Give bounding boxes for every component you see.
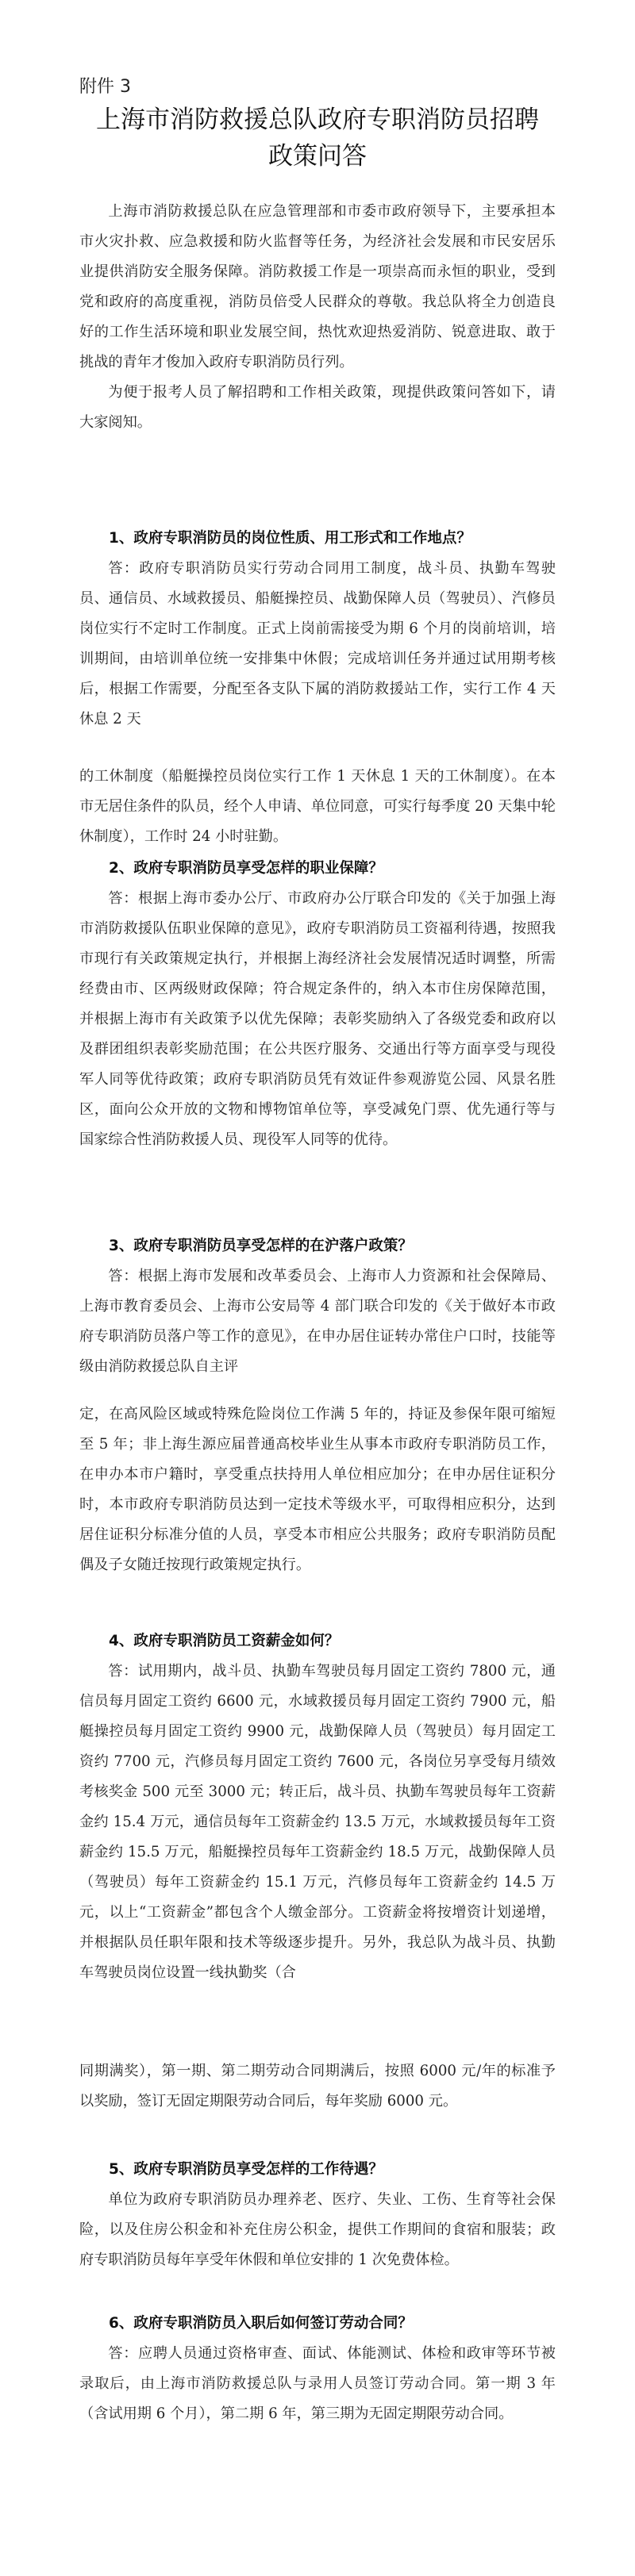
faq-answer-1-part2: 的工休制度（船艇操控员岗位实行工作 1 天休息 1 天的工休制度）。在本市无居住条件的队员，经个人申请、单位同意，可实行每季度 20 天集中轮休制度），工作时 24 小时驻勤。 [79, 768, 556, 845]
faq-item-4-continued [79, 2056, 556, 2117]
faq-answer-1-part1: 答：政府专职消防员实行劳动合同用工制度，战斗员、执勤车驾驶员、通信员、水域救援员、船艇操控员、战勤保障人员（驾驶员）、汽修员岗位实行不定时工作制度。正式上岗前需接受为期 6 个月的岗前培训，培训期间，由培训单位统一安排集中休假；完成培训任务并通过试用期考核后，根据工作需要，分配至各支队下属的消防救援站工作，实行工作 4 天休息 2 天 [79, 560, 556, 727]
faq-answer-2: 答：根据上海市委办公厅、市政府办公厅联合印发的《关于加强上海市消防救援队伍职业保障的意见》，政府专职消防员工资福利待遇，按照我市现行有关政策规定执行，并根据上海经济社会发展情况适时调整，所需经费由市、区两级财政保障；符合规定条件的，纳入本市住房保障范围，并根据上海市有关政策予以优先保障；表彰奖励纳入了各级党委和政府以及群团组织表彰奖励范围；在公共医疗服务、交通出行等方面享受与现役军人同等优待政策；政府专职消防员凭有效证件参观游览公园、风景名胜区，面向公众开放的文物和博物馆单位等，享受减免门票、优先通行等与国家综合性消防救援人员、现役军人同等的优待。 [79, 890, 556, 1148]
doc-title-line1: 上海市消防救援总队政府专职消防员招聘 [96, 106, 539, 134]
faq-answer-4-part2: 同期满奖），第一期、第二期劳动合同期满后，按照 6000 元/年的标准予以奖励，签订无固定期限劳动合同后，每年奖励 6000 元。 [79, 2063, 556, 2110]
faq-question-2: 2、政府专职消防员享受怎样的职业保障？ [109, 860, 383, 877]
doc-title-line2: 政策问答 [268, 142, 367, 171]
faq-question-1: 1、政府专职消防员的岗位性质、用工形式和工作地点？ [109, 530, 471, 547]
faq-item-6 [79, 2309, 556, 2429]
faq-answer-3-part2: 定，在高风险区域或特殊危险岗位工作满 5 年的，持证及参保年限可缩短至 5 年；非上海生源应届普通高校毕业生从事本市政府专职消防员工作，在申办本市户籍时，享受重点扶持用人单位相应加分；在申办居住证积分时，本市政府专职消防员达到一定技术等级水平，可取得相应积分，达到居住证积分标准分值的人员，享受本市相应公共服务；政府专职消防员配偶及子女随迁按现行政策规定执行。 [79, 1406, 556, 1573]
faq-question-5: 5、政府专职消防员享受怎样的工作待遇？ [109, 2161, 383, 2178]
annex-label: 附件 3 [79, 77, 131, 97]
faq-question-6: 6、政府专职消防员入职后如何签订劳动合同？ [109, 2315, 413, 2332]
faq-answer-5: 单位为政府专职消防员办理养老、医疗、失业、工伤、生育等社会保险，以及住房公积金和补充住房公积金，提供工作期间的食宿和服装；政府专职消防员每年享受年休假和单位安排的 1 次免费体检。 [79, 2191, 556, 2268]
faq-item-2 [79, 854, 556, 1155]
intro-note-paragraph: 为便于报考人员了解招聘和工作相关政策，现提供政策问答如下，请大家阅知。 [79, 384, 556, 431]
faq-item-4 [79, 1626, 556, 1988]
faq-answer-4-part1: 答：试用期内，战斗员、执勤车驾驶员每月固定工资约 7800 元，通信员每月固定工资约 6600 元，水域救援员每月固定工资约 7900 元，船艇操控员每月固定工资约 9900 元，战勤保障人员（驾驶员）每月固定工资约 7700 元，汽修员每月固定工资约 7600 元，各岗位另享受每月绩效考核奖金 500 元至 3000 元；转正后，战斗员、执勤车驾驶员每年工资薪金约 15.4 万元，通信员每年工资薪金约 13.5 万元，水域救援员每年工资薪金约 15.5 万元，船艇操控员每年工资薪金约 18.5 万元，战勤保障人员（驾驶员）每年工资薪金约 15.1 万元，汽修员每年工资薪金约 14.5 万元，以上“工资薪金”都包含个人缴金部分。工资薪金将按增资计划递增，并根据队员任职年限和技术等级逐步提升。另外，我总队为战斗员、执勤车驾驶员岗位设置一线执勤奖（合 [79, 1663, 556, 1981]
faq-answer-3-part1: 答：根据上海市发展和改革委员会、上海市人力资源和社会保障局、上海市教育委员会、上海市公安局等 4 部门联合印发的《关于做好本市政府专职消防员落户等工作的意见》，在申办居住证转办常住户口时，技能等级由消防救援总队自主评 [79, 1268, 556, 1375]
faq-question-3: 3、政府专职消防员享受怎样的在沪落户政策？ [109, 1238, 413, 1254]
intro-section [79, 197, 556, 438]
intro-paragraph: 上海市消防救援总队在应急管理部和市委市政府领导下，主要承担本市火灾扑救、应急救援和防火监督等任务，为经济社会发展和市民安居乐业提供消防安全服务保障。消防救援工作是一项崇高而永恒的职业，受到党和政府的高度重视，消防员倍受人民群众的尊敬。我总队将全力创造良好的工作生活环境和职业发展空间，热忱欢迎热爱消防、锐意进取、敢于挑战的青年才俊加入政府专职消防员行列。 [79, 203, 556, 370]
faq-answer-6: 答：应聘人员通过资格审查、面试、体能测试、体检和政审等环节被录取后，由上海市消防救援总队与录用人员签订劳动合同。第一期 3 年（含试用期 6 个月），第二期 6 年，第三期为无固定期限劳动合同。 [79, 2345, 556, 2422]
faq-item-3 [79, 1231, 556, 1382]
faq-item-3-continued [79, 1399, 556, 1580]
faq-question-4: 4、政府专职消防员工资薪金如何？ [109, 1633, 340, 1649]
faq-item-5 [79, 2155, 556, 2275]
faq-item-1 [79, 524, 556, 735]
faq-item-1-continued [79, 762, 556, 852]
